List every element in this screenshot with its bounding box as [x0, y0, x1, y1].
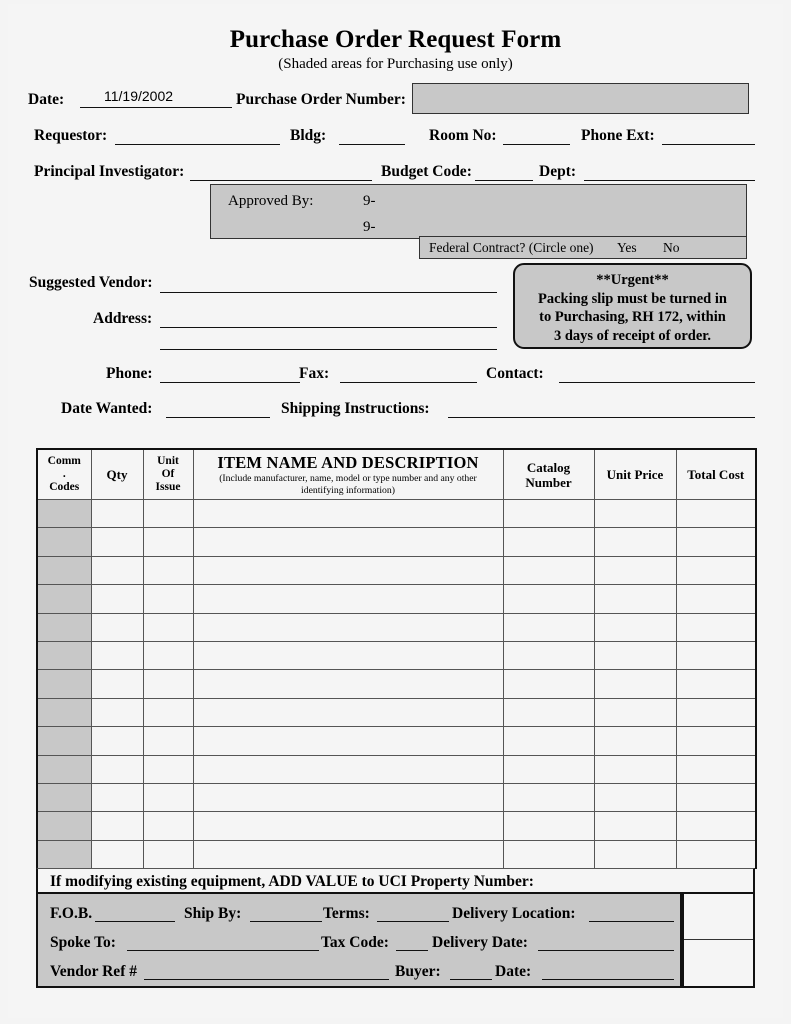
- contact-label: Contact:: [486, 365, 544, 382]
- dept-rule[interactable]: [584, 180, 755, 181]
- federal-contract-no-option[interactable]: No: [663, 240, 680, 255]
- cell-catalog_number[interactable]: [503, 528, 594, 556]
- delivery-date-label: Delivery Date:: [432, 934, 528, 951]
- fax-label: Fax:: [299, 365, 330, 382]
- column-header-item-name-and-description: ITEM NAME AND DESCRIPTION (Include manufacturer, name, model or type number and any other identifying information): [193, 449, 503, 500]
- cell-unit_price[interactable]: [594, 585, 676, 613]
- cell-unit_price[interactable]: [594, 500, 676, 528]
- phone-ext-label: Phone Ext:: [581, 127, 655, 144]
- cell-unit_of_issue[interactable]: [143, 556, 193, 584]
- shipping-instructions-rule[interactable]: [448, 417, 755, 418]
- table-row: [37, 613, 756, 641]
- fob-label: F.O.B.: [50, 905, 93, 922]
- shipping-instructions-label: Shipping Instructions:: [281, 400, 430, 417]
- cell-total_cost[interactable]: [676, 641, 756, 669]
- table-row: [37, 556, 756, 584]
- table-row: [37, 585, 756, 613]
- cell-item_name_and_description[interactable]: [193, 783, 503, 811]
- page-title: Purchase Order Request Form: [229, 26, 562, 53]
- cell-unit_price[interactable]: [594, 755, 676, 783]
- table-row: [37, 500, 756, 528]
- table-row: [37, 528, 756, 556]
- table-row: [37, 783, 756, 811]
- table-row: [37, 641, 756, 669]
- cell-qty[interactable]: [91, 670, 143, 698]
- form-sheet: [8, 4, 783, 1018]
- cell-catalog_number[interactable]: [503, 783, 594, 811]
- cell-unit_price[interactable]: [594, 783, 676, 811]
- cell-item_name_and_description[interactable]: [193, 641, 503, 669]
- cell-catalog_number[interactable]: [503, 812, 594, 840]
- bldg-label: Bldg:: [290, 127, 327, 144]
- address-label: Address:: [93, 310, 153, 327]
- cell-qty[interactable]: [91, 613, 143, 641]
- cell-comm_codes[interactable]: [37, 783, 91, 811]
- cell-catalog_number[interactable]: [503, 613, 594, 641]
- requestor-rule[interactable]: [115, 144, 280, 145]
- cell-unit_of_issue[interactable]: [143, 840, 193, 868]
- cell-qty[interactable]: [91, 500, 143, 528]
- cell-comm_codes[interactable]: [37, 500, 91, 528]
- budget-code-rule[interactable]: [475, 180, 533, 181]
- date-label: Date:: [28, 91, 65, 108]
- column-header-catalog-number: Catalog Number: [503, 449, 594, 500]
- column-header-unit-of-issue: Unit Of Issue: [143, 449, 193, 500]
- cell-catalog_number[interactable]: [503, 670, 594, 698]
- cell-qty[interactable]: [91, 528, 143, 556]
- table-row: [37, 727, 756, 755]
- table-row: [37, 698, 756, 726]
- urgent-line-3: 3 days of receipt of order.: [553, 327, 712, 344]
- bldg-rule[interactable]: [339, 144, 405, 145]
- cell-item_name_and_description[interactable]: [193, 840, 503, 868]
- cell-comm_codes[interactable]: [37, 585, 91, 613]
- cell-comm_codes[interactable]: [37, 528, 91, 556]
- cell-unit_price[interactable]: [594, 812, 676, 840]
- fob-rule[interactable]: [95, 921, 175, 922]
- cell-unit_price[interactable]: [594, 698, 676, 726]
- urgent-heading: **Urgent**: [596, 272, 669, 288]
- table-row: [37, 670, 756, 698]
- cell-qty[interactable]: [91, 641, 143, 669]
- cell-total_cost[interactable]: [676, 727, 756, 755]
- room-no-label: Room No:: [429, 127, 497, 144]
- cell-comm_codes[interactable]: [37, 641, 91, 669]
- cell-comm_codes[interactable]: [37, 812, 91, 840]
- cell-item_name_and_description[interactable]: [193, 528, 503, 556]
- federal-contract-yes-option[interactable]: Yes: [617, 240, 637, 255]
- date-value[interactable]: 11/19/2002: [104, 88, 174, 104]
- cell-unit_of_issue[interactable]: [143, 727, 193, 755]
- cell-item_name_and_description[interactable]: [193, 556, 503, 584]
- terms-rule[interactable]: [377, 921, 449, 922]
- cell-unit_of_issue[interactable]: [143, 698, 193, 726]
- cell-qty[interactable]: [91, 783, 143, 811]
- cell-catalog_number[interactable]: [503, 727, 594, 755]
- cell-qty[interactable]: [91, 556, 143, 584]
- side-cell-divider: [684, 939, 753, 940]
- purchasing-date-label: Date:: [495, 963, 532, 980]
- delivery-location-rule[interactable]: [589, 921, 674, 922]
- urgent-line-2: to Purchasing, RH 172, within: [539, 309, 726, 325]
- approved-by-line-1[interactable]: 9-: [363, 193, 376, 209]
- terms-label: Terms:: [323, 905, 370, 922]
- phone-ext-rule[interactable]: [662, 144, 755, 145]
- address-rule-1[interactable]: [160, 327, 497, 328]
- cell-catalog_number[interactable]: [503, 840, 594, 868]
- cell-item_name_and_description[interactable]: [193, 670, 503, 698]
- buyer-label: Buyer:: [395, 963, 441, 980]
- urgent-line-1: Packing slip must be turned in: [538, 290, 727, 307]
- cell-item_name_and_description[interactable]: [193, 613, 503, 641]
- ship-by-rule[interactable]: [250, 921, 322, 922]
- principal-investigator-label: Principal Investigator:: [34, 163, 185, 180]
- cell-total_cost[interactable]: [676, 585, 756, 613]
- cell-unit_of_issue[interactable]: [143, 783, 193, 811]
- column-header-comm-codes: Comm . Codes: [37, 449, 91, 500]
- cell-total_cost[interactable]: [676, 613, 756, 641]
- cell-unit_of_issue[interactable]: [143, 670, 193, 698]
- suggested-vendor-rule[interactable]: [160, 292, 497, 293]
- po-number-label: Purchase Order Number:: [236, 91, 406, 108]
- cell-comm_codes[interactable]: [37, 840, 91, 868]
- requestor-label: Requestor:: [34, 127, 108, 144]
- spoke-to-label: Spoke To:: [50, 934, 116, 951]
- tax-code-label: Tax Code:: [321, 934, 389, 951]
- cell-item_name_and_description[interactable]: [193, 585, 503, 613]
- budget-code-label: Budget Code:: [381, 163, 472, 180]
- table-row: [37, 840, 756, 868]
- delivery-location-label: Delivery Location:: [452, 905, 576, 922]
- cell-comm_codes[interactable]: [37, 727, 91, 755]
- cell-catalog_number[interactable]: [503, 641, 594, 669]
- vendor-ref-label: Vendor Ref #: [50, 963, 137, 980]
- table-row: [37, 755, 756, 783]
- federal-contract-label: Federal Contract? (Circle one): [429, 240, 594, 255]
- cell-unit_price[interactable]: [594, 840, 676, 868]
- column-header-unit-price: Unit Price: [594, 449, 676, 500]
- page-subtitle: (Shaded areas for Purchasing use only): [278, 56, 513, 72]
- cell-item_name_and_description[interactable]: [193, 727, 503, 755]
- cell-unit_of_issue[interactable]: [143, 812, 193, 840]
- spoke-to-rule[interactable]: [127, 950, 319, 951]
- date-wanted-label: Date Wanted:: [61, 400, 153, 417]
- cell-item_name_and_description[interactable]: [193, 500, 503, 528]
- purchasing-side-cells: [682, 894, 755, 988]
- cell-unit_of_issue[interactable]: [143, 585, 193, 613]
- cell-qty[interactable]: [91, 698, 143, 726]
- principal-investigator-rule[interactable]: [190, 180, 372, 181]
- cell-comm_codes[interactable]: [37, 755, 91, 783]
- tax-code-rule[interactable]: [396, 950, 428, 951]
- items-table: [36, 448, 757, 869]
- suggested-vendor-label: Suggested Vendor:: [29, 274, 153, 291]
- cell-unit_price[interactable]: [594, 727, 676, 755]
- property-note-row: [36, 868, 755, 894]
- cell-total_cost[interactable]: [676, 783, 756, 811]
- cell-qty[interactable]: [91, 840, 143, 868]
- po-number-field[interactable]: [412, 83, 749, 114]
- purchasing-block: [36, 894, 682, 988]
- room-no-rule[interactable]: [503, 144, 570, 145]
- cell-item_name_and_description[interactable]: [193, 698, 503, 726]
- cell-catalog_number[interactable]: [503, 698, 594, 726]
- column-header-qty: Qty: [91, 449, 143, 500]
- cell-comm_codes[interactable]: [37, 670, 91, 698]
- cell-qty[interactable]: [91, 727, 143, 755]
- cell-unit_of_issue[interactable]: [143, 613, 193, 641]
- phone-rule[interactable]: [160, 382, 300, 383]
- cell-comm_codes[interactable]: [37, 613, 91, 641]
- approved-by-line-2[interactable]: 9-: [363, 219, 376, 235]
- cell-total_cost[interactable]: [676, 840, 756, 868]
- purchasing-date-rule[interactable]: [542, 979, 674, 980]
- delivery-date-rule[interactable]: [538, 950, 674, 951]
- column-header-total-cost: Total Cost: [676, 449, 756, 500]
- items-table-body: [37, 500, 756, 869]
- urgent-notice-box: [513, 263, 752, 349]
- cell-unit_of_issue[interactable]: [143, 755, 193, 783]
- fax-rule[interactable]: [340, 382, 477, 383]
- cell-qty[interactable]: [91, 812, 143, 840]
- property-note-text: If modifying existing equipment, ADD VALUE to UCI Property Number:: [50, 873, 534, 890]
- dept-label: Dept:: [539, 163, 577, 180]
- cell-total_cost[interactable]: [676, 500, 756, 528]
- cell-unit_price[interactable]: [594, 641, 676, 669]
- cell-total_cost[interactable]: [676, 556, 756, 584]
- cell-unit_of_issue[interactable]: [143, 528, 193, 556]
- cell-item_name_and_description[interactable]: [193, 755, 503, 783]
- cell-total_cost[interactable]: [676, 812, 756, 840]
- phone-label: Phone:: [106, 365, 153, 382]
- cell-catalog_number[interactable]: [503, 500, 594, 528]
- cell-qty[interactable]: [91, 755, 143, 783]
- cell-unit_price[interactable]: [594, 528, 676, 556]
- cell-item_name_and_description[interactable]: [193, 812, 503, 840]
- cell-total_cost[interactable]: [676, 528, 756, 556]
- cell-unit_price[interactable]: [594, 556, 676, 584]
- cell-comm_codes[interactable]: [37, 556, 91, 584]
- items-table-header-row: [37, 449, 756, 500]
- cell-qty[interactable]: [91, 585, 143, 613]
- cell-unit_of_issue[interactable]: [143, 500, 193, 528]
- cell-total_cost[interactable]: [676, 755, 756, 783]
- approved-by-label: Approved By:: [228, 193, 314, 209]
- ship-by-label: Ship By:: [184, 905, 242, 922]
- date-rule: [80, 107, 232, 108]
- cell-total_cost[interactable]: [676, 698, 756, 726]
- buyer-rule[interactable]: [450, 979, 492, 980]
- cell-total_cost[interactable]: [676, 670, 756, 698]
- cell-unit_of_issue[interactable]: [143, 641, 193, 669]
- vendor-ref-rule[interactable]: [144, 979, 389, 980]
- table-row: [37, 812, 756, 840]
- address-rule-2[interactable]: [160, 349, 497, 350]
- cell-comm_codes[interactable]: [37, 698, 91, 726]
- cell-unit_price[interactable]: [594, 670, 676, 698]
- contact-rule[interactable]: [559, 382, 755, 383]
- cell-unit_price[interactable]: [594, 613, 676, 641]
- date-wanted-rule[interactable]: [166, 417, 270, 418]
- cell-catalog_number[interactable]: [503, 556, 594, 584]
- cell-catalog_number[interactable]: [503, 585, 594, 613]
- cell-catalog_number[interactable]: [503, 755, 594, 783]
